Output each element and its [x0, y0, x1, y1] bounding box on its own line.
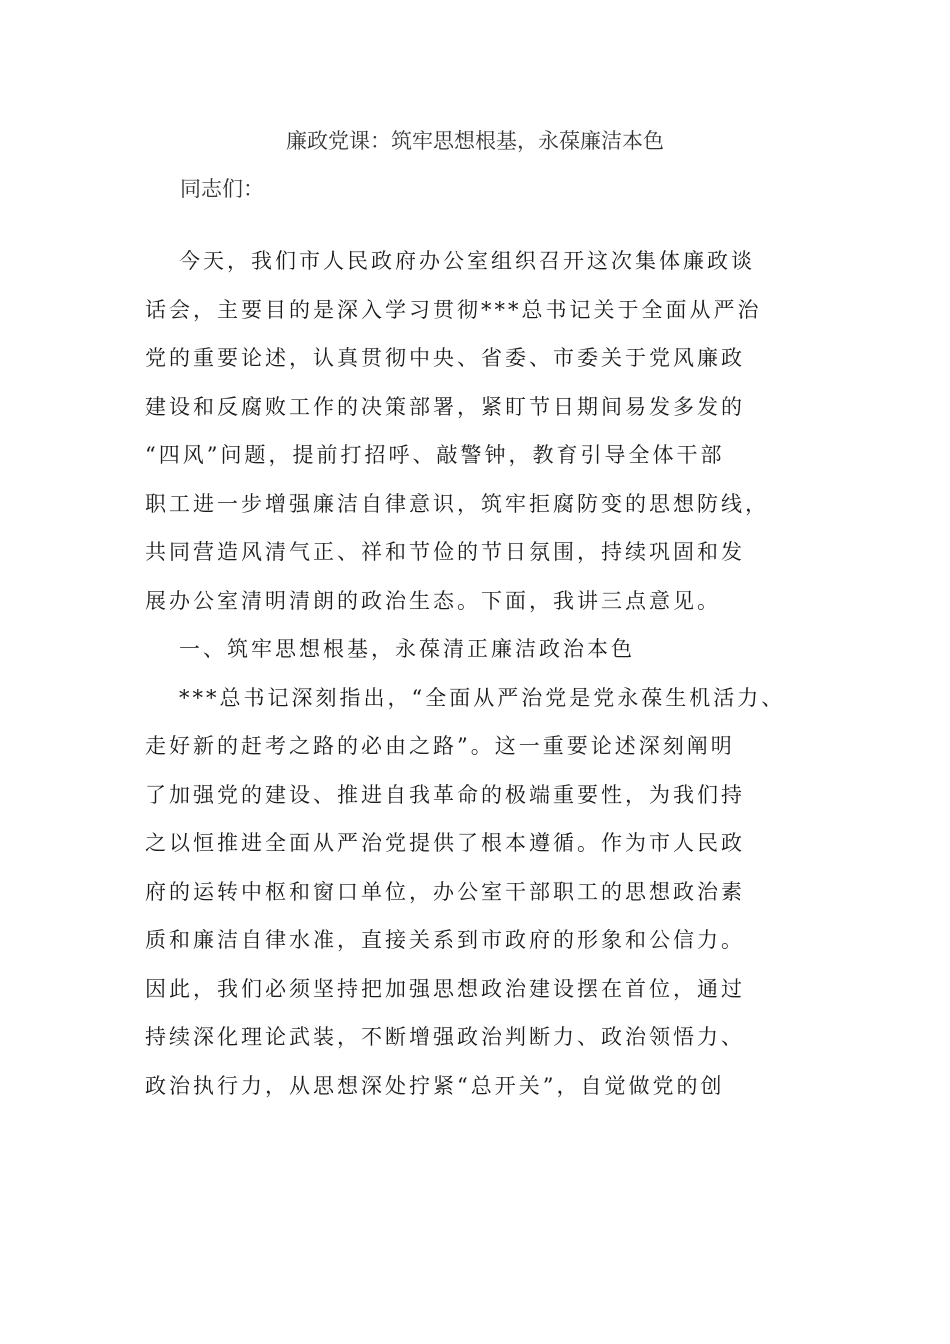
paragraph-line: 展办公室清明清朗的政治生态。下面，我讲三点意见。 [145, 588, 721, 613]
paragraph-line: 职工进一步增强廉洁自律意识，筑牢拒腐防变的思想防线， [145, 491, 769, 516]
paragraph-line: 府的运转中枢和窗口单位，办公室干部职工的思想政治素 [145, 879, 745, 904]
paragraph-line: 了加强党的建设、推进自我革命的极端重要性，为我们持 [145, 782, 745, 807]
paragraph-line: 今天，我们市人民政府办公室组织召开这次集体廉政谈 [179, 249, 755, 273]
document-body [145, 246, 825, 1119]
paragraph-line: 走好新的赶考之路的必由之路”。这一重要论述深刻阐明 [145, 734, 735, 758]
document-title: 廉政党课：筑牢思想根基，永葆廉洁本色 [286, 129, 664, 153]
paragraph-line: 之以恒推进全面从严治党提供了根本遵循。作为市人民政 [145, 831, 745, 855]
paragraph-line: 政治执行力，从思想深处拧紧“总开关”，自觉做党的创 [145, 1073, 725, 1098]
paragraph-line: 话会，主要目的是深入学习贯彻***总书记关于全面从严治 [145, 297, 762, 322]
greeting: 同志们： [180, 177, 264, 201]
paragraph-line: ***总书记深刻指出，“全面从严治党是党永葆生机活力、 [179, 685, 786, 710]
paragraph-line: 共同营造风清气正、祥和节俭的节日氛围，持续巩固和发 [145, 540, 745, 564]
paragraph-line: 因此，我们必须坚持把加强思想政治建设摆在首位，通过 [145, 976, 745, 1001]
paragraph-line: 持续深化理论武装，不断增强政治判断力、政治领悟力、 [145, 1025, 745, 1049]
paragraph-line: 质和廉洁自律水准，直接关系到市政府的形象和公信力。 [145, 928, 745, 952]
paragraph-line: 党的重要论述，认真贯彻中央、省委、市委关于党风廉政 [145, 346, 745, 370]
paragraph-line: 建设和反腐败工作的决策部署，紧盯节日期间易发多发的 [145, 394, 745, 419]
section-heading: 一、筑牢思想根基，永葆清正廉洁政治本色 [179, 637, 635, 661]
paragraph-line: “四风”问题，提前打招呼、敲警钟，教育引导全体干部 [145, 443, 725, 467]
